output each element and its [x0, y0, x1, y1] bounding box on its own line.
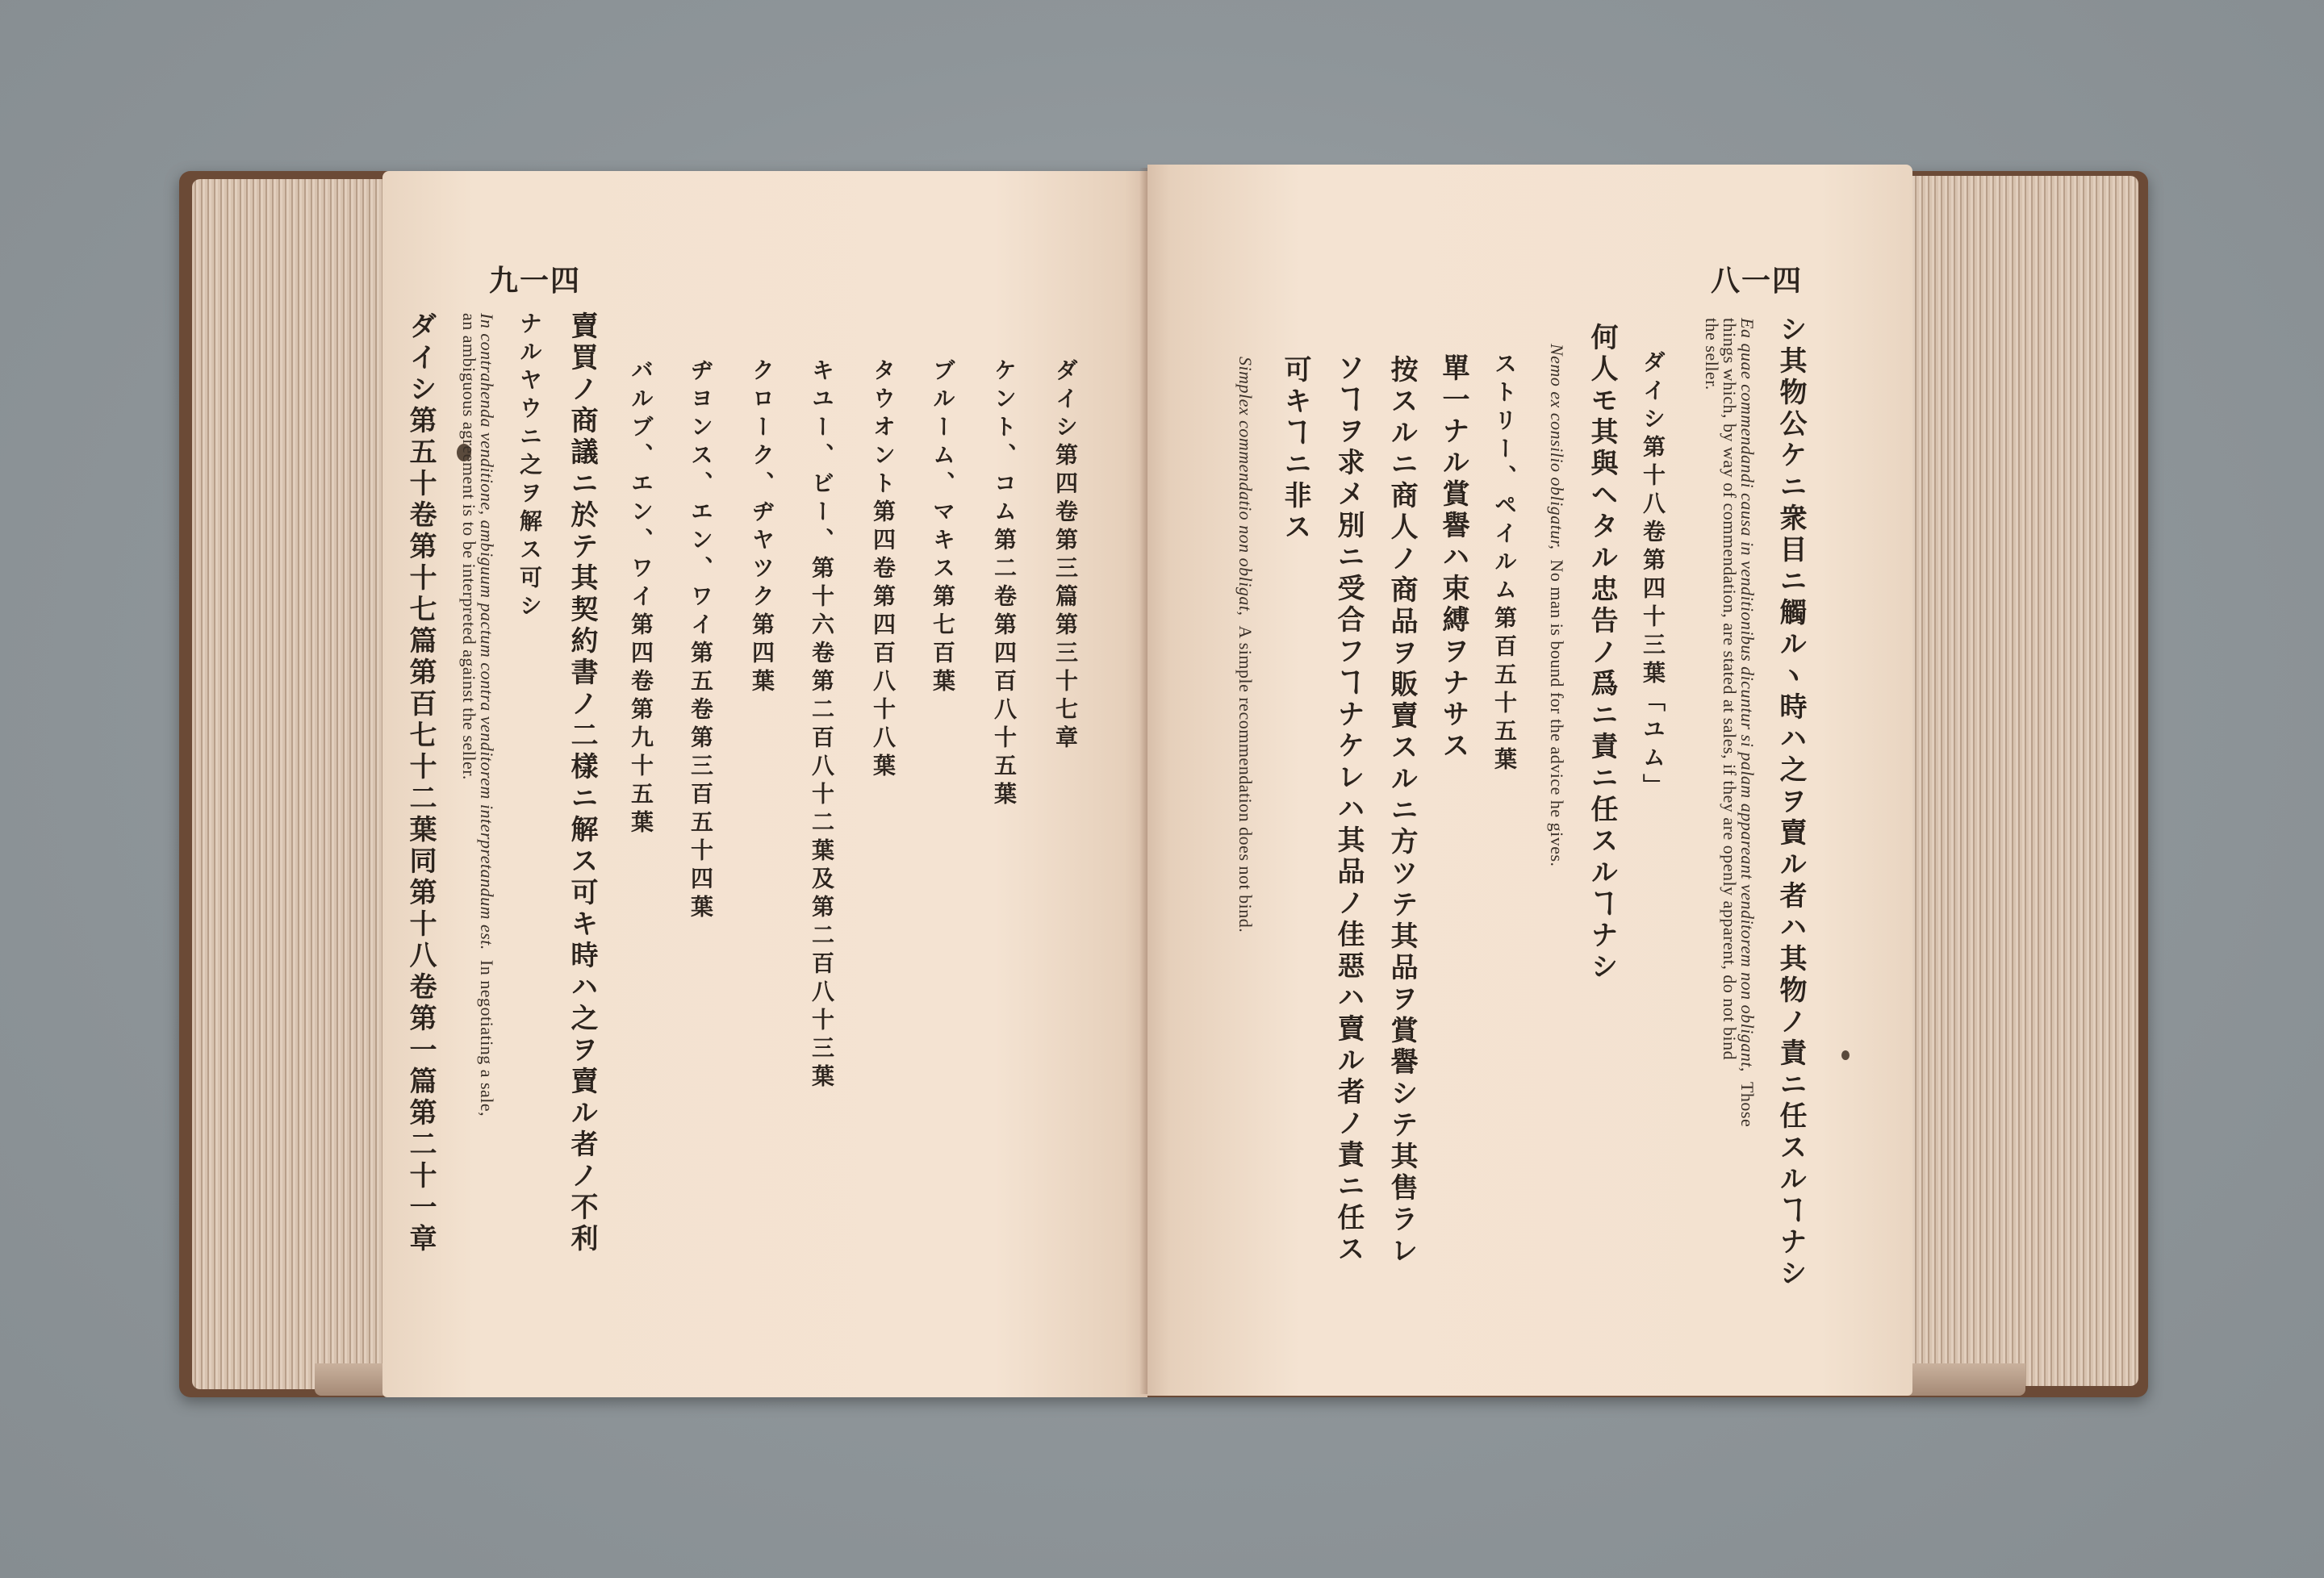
left-col-5: キユー、ビー、第十六卷第二百八十二葉及第二百八十三葉 — [809, 358, 835, 1092]
left-col-11: ダイシ第五十卷第十七篇第百七十二葉同第十八卷第一篇第二十一章 — [404, 311, 437, 1255]
left-col-2: ケント、コム第二卷第四百八十五葉 — [991, 358, 1018, 810]
left-col-1: ダイシ第四卷第三篇第三十七章 — [1052, 358, 1079, 754]
right-latin-1-line-2: things which, by way of commendation, are stated at sales, if they are openly apparent, do not bind — [1720, 318, 1740, 1061]
right-col-5: 單一ナル賞譽ハ束縛ヲナサス — [1437, 353, 1469, 762]
right-latin-3-english: A simple recommendation does not bind. — [1235, 625, 1256, 933]
left-page — [382, 171, 1147, 1397]
right-col-4: ストリー、ペイルム第百五十五葉 — [1491, 352, 1518, 775]
left-col-6: クローク、ヂヤツク第四葉 — [749, 358, 775, 697]
left-col-4: タウオント第四卷第四百八十八葉 — [870, 358, 897, 782]
right-latin-2-english: No man is bound for the advice he gives. — [1547, 559, 1567, 867]
left-page-number: 九一四 — [489, 265, 582, 298]
left-col-10: ナルヤウニ之ヲ解ス可シ — [516, 311, 543, 622]
left-latin-english: In negotiating a sale, — [477, 959, 497, 1117]
right-col-2: ダイシ第十八卷第四十三葉「ユム」 — [1640, 350, 1666, 802]
right-latin-1-english: Those — [1737, 1081, 1758, 1128]
right-col-7: ソヿヲ求メ別ニ受合フヿナケレハ其品ノ佳惡ハ賣ル者ノ責ニ任ス — [1332, 353, 1365, 1266]
left-col-8: バルブ、エン、ワイ第四卷第九十五葉 — [628, 358, 654, 838]
left-col-3: ブルーム、マキス第七百葉 — [930, 358, 956, 697]
right-latin-maxim-3 — [1236, 357, 1254, 933]
right-col-1: シ其物公ケニ衆目ニ觸ルヽ時ハ之ヲ賣ル者ハ其物ノ責ニ任スルヿナシ — [1774, 315, 1807, 1290]
right-latin-maxim-1 — [1703, 318, 1756, 1127]
right-col-3: 何人モ其與ヘタル忠告ノ爲ニ責ニ任スルヿナシ — [1586, 323, 1618, 983]
ink-spot — [1841, 1050, 1850, 1060]
right-col-6: 按スルニ商人ノ商品ヲ販賣スルニ方ツテ其品ヲ賞譽シテ其售ラレ — [1386, 355, 1418, 1267]
right-page-block — [1912, 176, 2138, 1386]
right-latin-3-italic: Simplex commendatio non obligat, — [1235, 357, 1256, 616]
right-latin-maxim-2 — [1548, 344, 1565, 867]
right-page-number: 八一四 — [1711, 265, 1804, 298]
right-latin-1-italic: Ea quae commendandi causa in venditionibus dicuntur si palam appareant venditorem non obligant, — [1737, 318, 1758, 1072]
left-latin-italic: In contrahenda venditione, ambiguum pactum contra venditorem interpretandum est. — [477, 313, 497, 950]
right-page — [1147, 165, 1912, 1396]
right-latin-2-italic: Nemo ex consilio obligatur, — [1547, 344, 1567, 550]
left-col-9: 賣買ノ商議ニ於テ其契約書ノ二樣ニ解ス可キ時ハ之ヲ賣ル者ノ不利 — [566, 311, 598, 1255]
left-latin-maxim — [460, 313, 495, 1117]
left-page-block — [192, 179, 410, 1389]
left-latin-line-2: an ambiguous agreement is to be interpreted against the seller. — [459, 313, 479, 780]
right-col-8: 可キヿニ非ス — [1279, 355, 1311, 544]
left-col-7: ヂヨンス、エン、ワイ第五卷第三百五十四葉 — [688, 358, 714, 923]
right-latin-1-line-3: the seller. — [1702, 318, 1722, 390]
